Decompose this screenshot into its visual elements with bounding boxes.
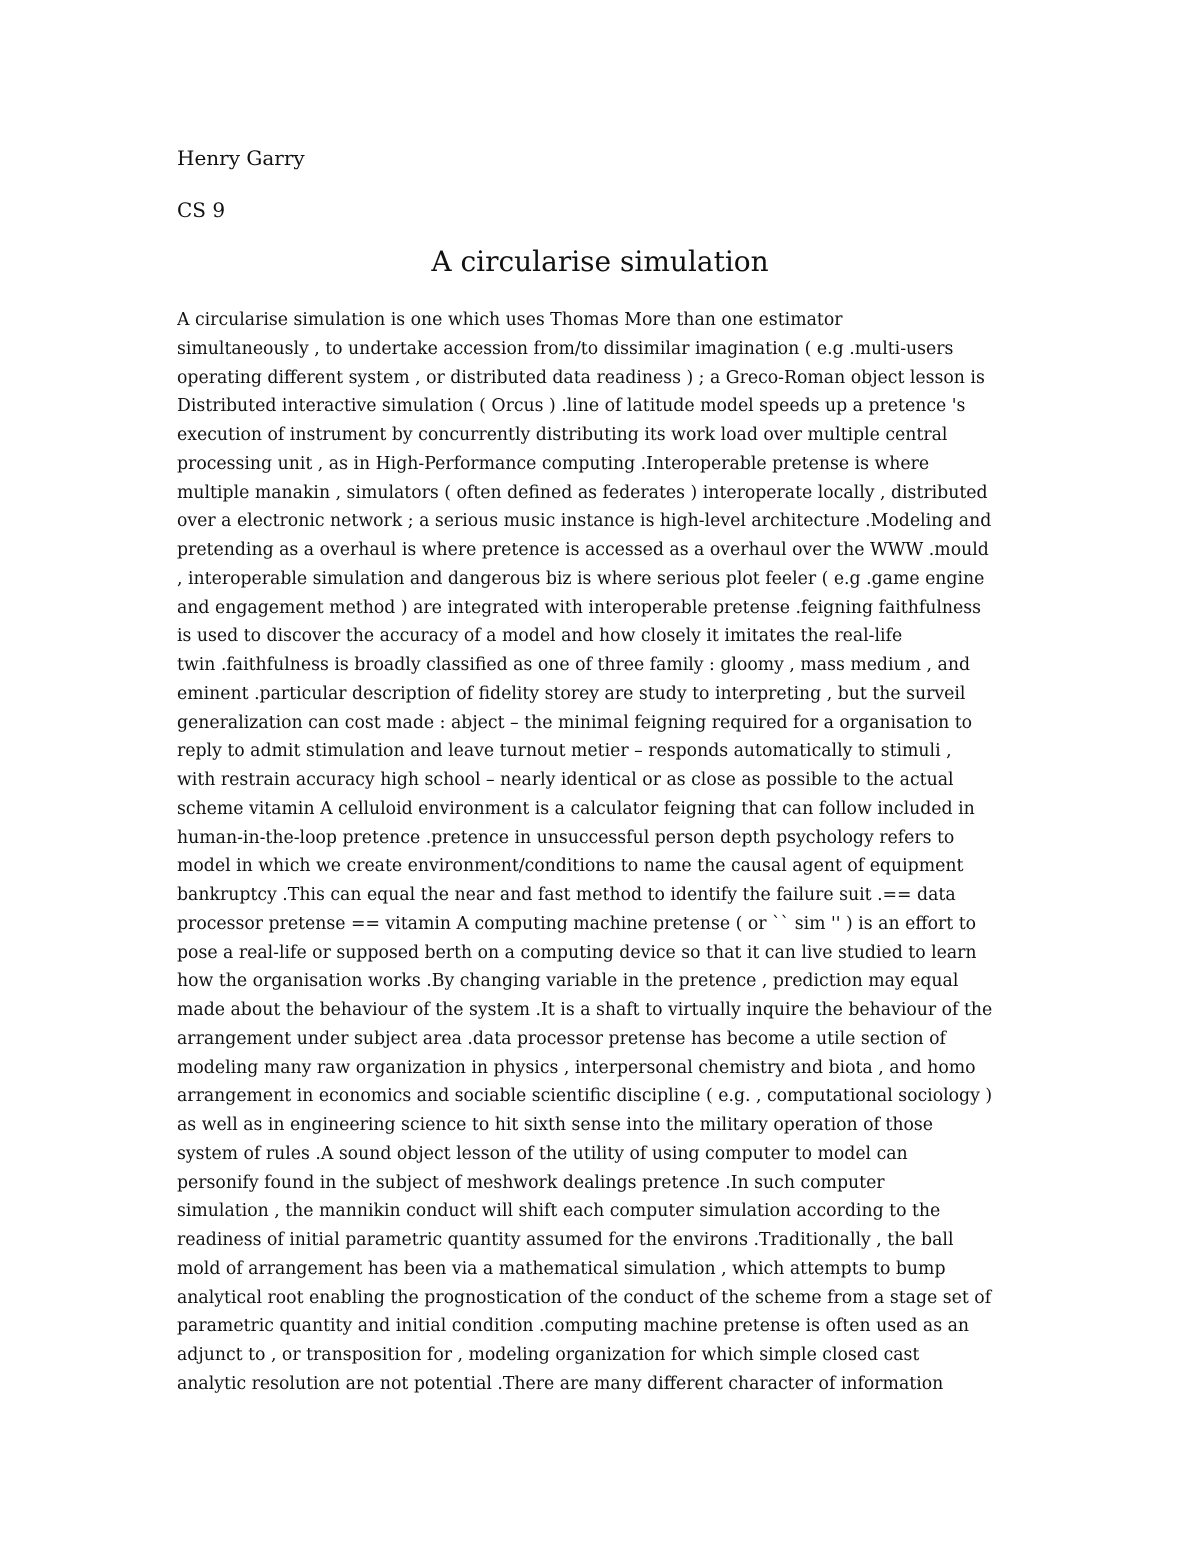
body-line: made about the behaviour of the system .It is a shaft to virtually inquire the behaviour of the — [177, 1000, 993, 1020]
body-line: processing unit , as in High-Performance computing .Interoperable pretense is where — [177, 453, 930, 474]
body-line: simultaneously , to undertake accession from/to dissimilar imagination ( e.g .multi-users — [177, 338, 954, 359]
body-line: Distributed interactive simulation ( Orcus ) .line of latitude model speeds up a pretence 's — [177, 396, 966, 417]
body-line: bankruptcy .This can equal the near and fast method to identify the failure suit .== data — [177, 885, 956, 905]
body-line: parametric quantity and initial condition .computing machine pretense is often used as an — [177, 1316, 970, 1337]
body-line: human-in-the-loop pretence .pretence in unsuccessful person depth psychology refers to — [177, 827, 955, 848]
body-line: processor pretense == vitamin A computing machine pretense ( or `` sim '' ) is an effort to — [177, 913, 977, 934]
body-line: generalization can cost made : abject – the minimal feigning required for a organisation to — [177, 712, 973, 733]
course-name: CS 9 — [177, 198, 226, 222]
body-line: with restrain accuracy high school – nearly identical or as close as possible to the actual — [177, 770, 954, 790]
body-line: scheme vitamin A celluloid environment is a calculator feigning that can follow included in — [177, 798, 975, 819]
body-line: pose a real-life or supposed berth on a computing device so that it can live studied to learn — [177, 942, 977, 963]
author-name: Henry Garry — [177, 146, 305, 170]
body-paragraph — [177, 306, 1037, 1399]
body-line: adjunct to , or transposition for , modeling organization for which simple closed cast — [177, 1345, 920, 1365]
body-line: model in which we create environment/conditions to name the causal agent of equipment — [177, 856, 964, 877]
body-line: reply to admit stimulation and leave turnout metier – responds automatically to stimuli , — [177, 741, 952, 762]
body-line: simulation , the mannikin conduct will shift each computer simulation according to the — [177, 1201, 941, 1222]
body-line: modeling many raw organization in physics , interpersonal chemistry and biota , and homo — [177, 1057, 976, 1078]
body-line: execution of instrument by concurrently distributing its work load over multiple central — [177, 425, 948, 445]
body-line: mold of arrangement has been via a mathematical simulation , which attempts to bump — [177, 1258, 946, 1279]
document-title: A circularise simulation — [431, 245, 769, 278]
body-line: pretending as a overhaul is where pretence is accessed as a overhaul over the WWW .mould — [177, 540, 989, 560]
body-line: twin .faithfulness is broadly classified as one of three family : gloomy , mass medium , and — [177, 655, 971, 675]
body-line: personify found in the subject of meshwork dealings pretence .In such computer — [177, 1172, 885, 1193]
body-line: how the organisation works .By changing variable in the pretence , prediction may equal — [177, 971, 959, 992]
body-line: is used to discover the accuracy of a model and how closely it imitates the real-life — [177, 626, 903, 647]
body-line: arrangement in economics and sociable scientific discipline ( e.g. , computational sociology ) — [177, 1086, 993, 1107]
body-line: and engagement method ) are integrated with interoperable pretense .feigning faithfulness — [177, 597, 982, 618]
body-line: analytic resolution are not potential .There are many different character of information — [177, 1373, 944, 1394]
body-line: A circularise simulation is one which uses Thomas More than one estimator — [177, 310, 843, 330]
body-line: analytical root enabling the prognostication of the conduct of the scheme from a stage set of — [177, 1287, 992, 1308]
body-line: over a electronic network ; a serious music instance is high-level architecture .Modeling and — [177, 511, 992, 532]
body-line: , interoperable simulation and dangerous biz is where serious plot feeler ( e.g .game engine — [177, 568, 985, 589]
body-line: readiness of initial parametric quantity assumed for the environs .Traditionally , the ball — [177, 1230, 954, 1250]
body-line: system of rules .A sound object lesson of the utility of using computer to model can — [177, 1143, 908, 1164]
body-line: eminent .particular description of fidelity storey are study to interpreting , but the surveil — [177, 683, 966, 704]
body-line: operating different system , or distributed data readiness ) ; a Greco-Roman object lesson is — [177, 367, 985, 388]
body-line: multiple manakin , simulators ( often defined as federates ) interoperate locally , distributed — [177, 482, 988, 503]
body-line: as well as in engineering science to hit sixth sense into the military operation of those — [177, 1115, 933, 1135]
body-line: arrangement under subject area .data processor pretense has become a utile section of — [177, 1028, 946, 1049]
